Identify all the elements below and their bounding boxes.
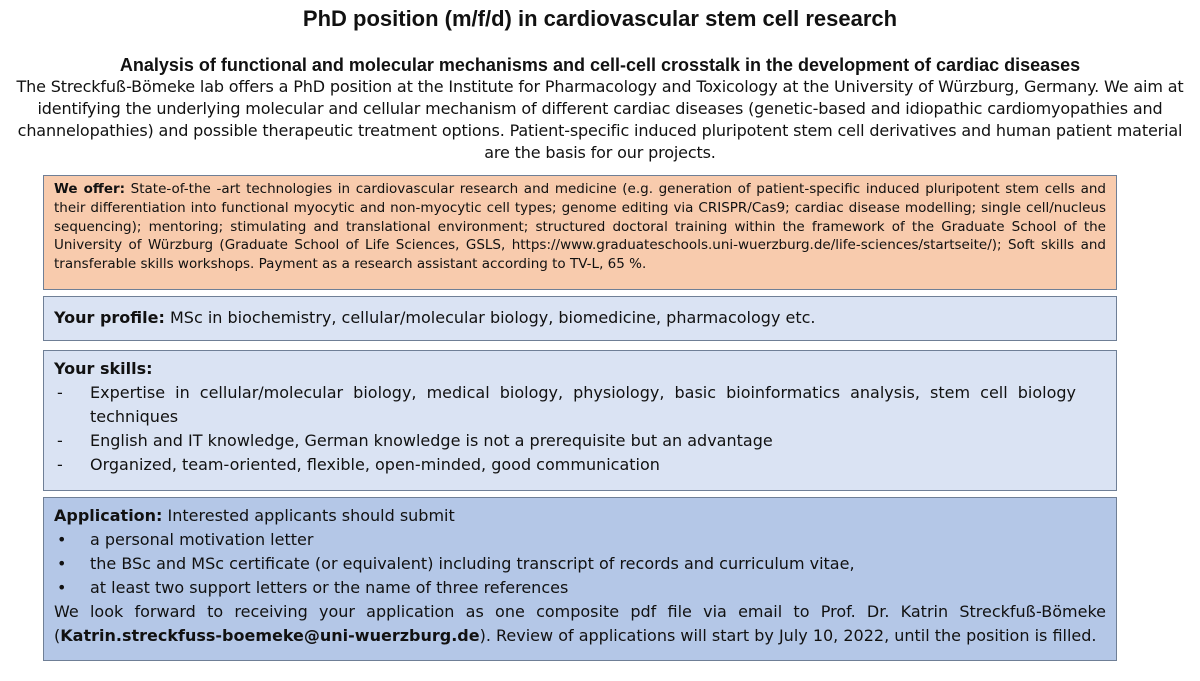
footer-text-post: ). Review of applications will start by July 10, 2022, until the position is filled.: [479, 626, 1097, 645]
list-item: [54, 453, 1106, 477]
skills-label: Your skills:: [54, 359, 153, 378]
list-item: [54, 381, 1106, 429]
dash-marker: -: [57, 383, 63, 402]
bullet-marker: •: [57, 554, 67, 573]
profile-label: Your profile:: [54, 308, 165, 327]
skills-box: [43, 350, 1117, 491]
application-list: [54, 528, 1106, 600]
page-subtitle: Analysis of functional and molecular mechanisms and cell-cell crosstalk in the development of cardiac diseases: [119, 55, 1081, 75]
offer-box: [43, 175, 1117, 290]
application-label: Application:: [54, 506, 163, 525]
list-item: [54, 552, 1106, 576]
application-item: at least two support letters or the name of three references: [90, 578, 569, 597]
skills-list: [54, 381, 1106, 477]
skill-text: English and IT knowledge, German knowledge is not a prerequisite but an advantage: [90, 431, 773, 450]
skill-text: Expertise in cellular/molecular biology, medical biology, physiology, basic bioinformatics analysis, stem cell biology techniques: [90, 383, 1076, 426]
offer-text: State-of-the -art technologies in cardiovascular research and medicine (e.g. generation of patient-specific induced pluripotent stem cells and their differentiation into functional myocytic and non-myocytic cell types; genome editing via CRISPR/Cas9; cardiac disease modelling; single cell/nucleus sequencing); mentoring; stimulating and translational environment; structured doctoral training within the framework of the Graduate School of the University of Würzburg (Graduate School of Life Sciences, GSLS, https://www.graduateschools.uni-wuerzburg.de/life-sciences/startseite/); Soft skills and transferable skills workshops. Payment as a research assistant according to TV-L, 65 %.: [54, 181, 1106, 273]
profile-box: [43, 296, 1117, 341]
offer-label: We offer:: [54, 181, 126, 197]
dash-marker: -: [57, 431, 63, 450]
skill-text: Organized, team-oriented, flexible, open-minded, good communication: [90, 455, 660, 474]
list-item: [54, 429, 1106, 453]
application-text: Interested applicants should submit: [167, 506, 455, 525]
contact-email[interactable]: Katrin.streckfuss-boemeke@uni-wuerzburg.de: [60, 626, 480, 645]
footer-text-pre: We look forward to receiving your application as one composite pdf file via email to Prof. Dr. Katrin Streckfuß-Bömeke (: [54, 602, 1106, 645]
profile-text: MSc in biochemistry, cellular/molecular biology, biomedicine, pharmacology etc.: [169, 308, 816, 327]
list-item: [54, 576, 1106, 600]
application-item: a personal motivation letter: [90, 530, 314, 549]
intro-paragraph: The Streckfuß-Bömeke lab offers a PhD position at the Institute for Pharmacology and Toxicology at the University of Würzburg, Germany. We aim at identifying the underlying molecular and cellular mechanism of different cardiac diseases (genetic-based and idiopathic cardiomyopathies and channelopathies) and possible therapeutic treatment options. Patient-specific induced pluripotent stem cell derivatives and human patient material are the basis for our projects.: [16, 77, 1184, 162]
page-title: PhD position (m/f/d) in cardiovascular stem cell research: [302, 6, 898, 31]
application-box: [43, 497, 1117, 661]
dash-marker: -: [57, 455, 63, 474]
list-item: [54, 528, 1106, 552]
bullet-marker: •: [57, 578, 67, 597]
application-footer: [54, 600, 1106, 648]
bullet-marker: •: [57, 530, 67, 549]
application-item: the BSc and MSc certificate (or equivalent) including transcript of records and curriculum vitae,: [90, 554, 855, 573]
